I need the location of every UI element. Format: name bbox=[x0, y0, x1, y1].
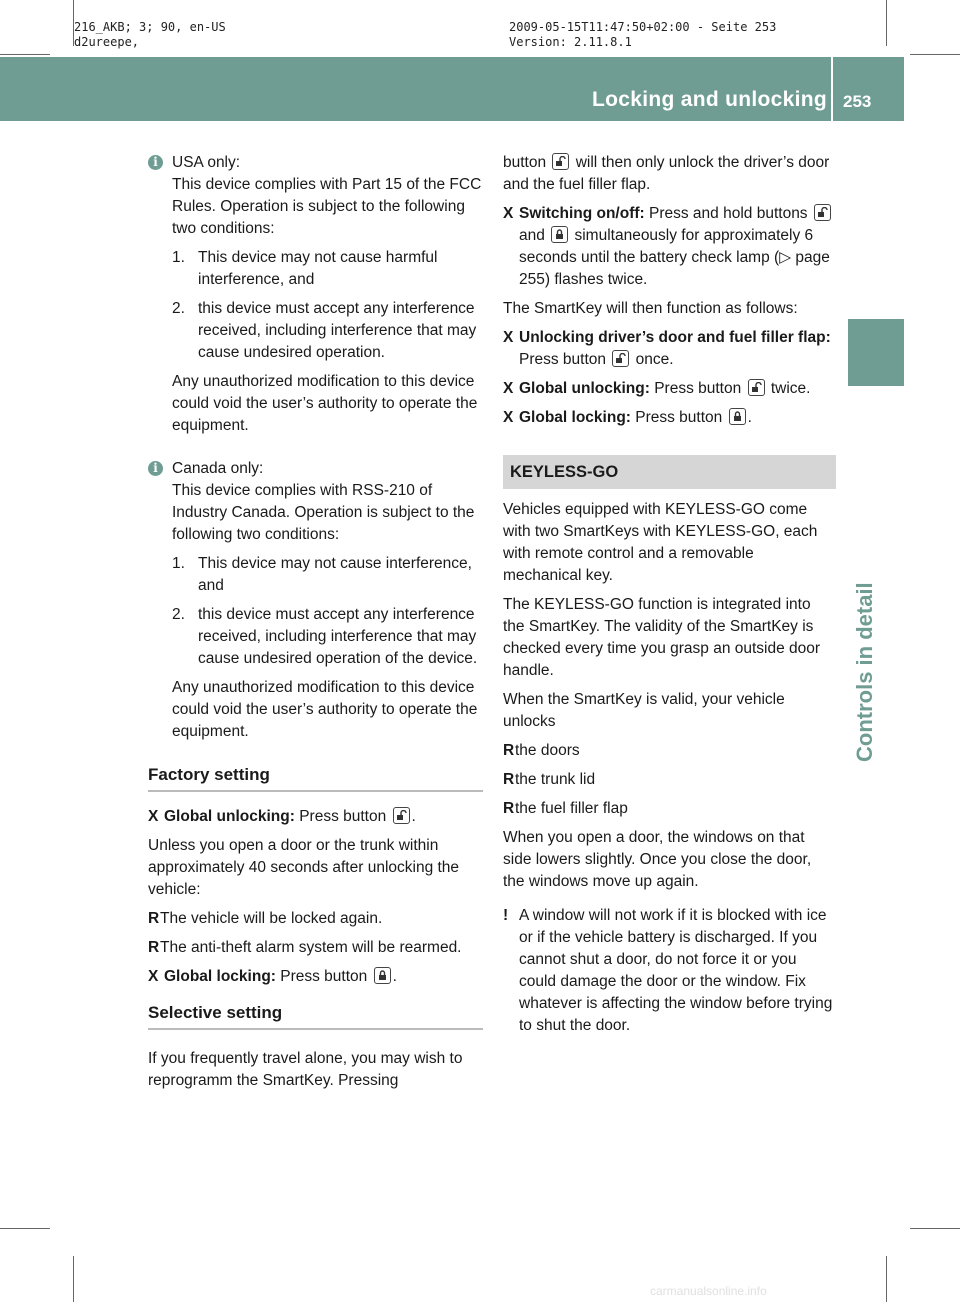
side-tab-label: Controls in detail bbox=[852, 582, 877, 762]
note-usa-outro: Any unauthorized modification to this device could void the user’s authority to operate the equipment. bbox=[172, 373, 478, 434]
header-title: Locking and unlocking bbox=[592, 88, 827, 111]
keyless-paragraph-4: When you open a door, the windows on that side lowers slightly. Once you close the door, the windows move up again. bbox=[503, 829, 812, 890]
crop-mark bbox=[886, 1256, 887, 1302]
warning-text: A window will not work if it is blocked with ice or if the vehicle battery is discharged. If you cannot shut a door, do not force it or you could damage the door or the window. Fix whatever is affecting the window before trying to shut the door. bbox=[519, 907, 833, 1034]
print-meta-right-line2: Version: 2.11.8.1 bbox=[509, 35, 632, 49]
crop-mark bbox=[0, 54, 50, 55]
bullet-marker: R bbox=[148, 939, 160, 956]
unlock-icon bbox=[612, 350, 629, 367]
watermark: carmanualsonline.info bbox=[650, 1284, 767, 1298]
unlock-icon bbox=[748, 379, 765, 396]
section-heading-keyless-go: KEYLESS-GO bbox=[503, 455, 836, 489]
function-paragraph: The SmartKey will then function as follows: bbox=[503, 300, 798, 317]
list-item: R the doors bbox=[503, 740, 836, 762]
crop-mark bbox=[0, 1228, 50, 1229]
bullet-marker: R bbox=[503, 742, 515, 759]
factory-paragraph: Unless you open a door or the trunk within approximately 40 seconds after unlocking the vehicle: bbox=[148, 837, 460, 898]
lock-icon bbox=[729, 408, 746, 425]
list-item: 2. this device must accept any interference received, including interference that may cause undesired operation of the device. bbox=[172, 606, 478, 667]
side-tab-block bbox=[848, 319, 904, 386]
arrow-marker: X bbox=[148, 808, 159, 825]
section-heading-factory: Factory setting bbox=[148, 764, 483, 792]
unlock-icon bbox=[552, 153, 569, 170]
left-column bbox=[148, 152, 483, 1099]
unlock-icon bbox=[393, 807, 410, 824]
selective-paragraph: If you frequently travel alone, you may wish to reprogramm the SmartKey. Pressing bbox=[148, 1050, 463, 1089]
list-item: 1. This device may not cause interference, and bbox=[172, 555, 472, 594]
arrow-marker: X bbox=[148, 968, 159, 985]
arrow-marker: X bbox=[503, 409, 514, 426]
info-icon: i bbox=[148, 155, 163, 170]
note-usa bbox=[148, 152, 483, 444]
crop-mark bbox=[910, 1228, 960, 1229]
instruction-step: X Unlocking driver’s door and fuel filler flap: Press button once. bbox=[503, 327, 836, 371]
note-canada-title: Canada only: bbox=[172, 460, 264, 477]
list-item: 2. this device must accept any interference received, including interference that may cause undesired operation. bbox=[172, 300, 477, 361]
arrow-marker: X bbox=[503, 205, 514, 222]
note-usa-title: USA only: bbox=[172, 154, 241, 171]
note-canada-intro: This device complies with RSS-210 of Industry Canada. Operation is subject to the following two conditions: bbox=[172, 482, 475, 543]
list-item: R The anti-theft alarm system will be rearmed. bbox=[148, 937, 483, 959]
unlock-icon bbox=[814, 204, 831, 221]
instruction-step: X Switching on/off: Press and hold buttons and simultaneously for approximately 6 seconds until the battery check lamp (▷ page 255) flashes twice. bbox=[503, 203, 836, 291]
warning-note bbox=[503, 905, 836, 1037]
continued-paragraph: button will then only unlock the driver’s door and the fuel filler flap. bbox=[503, 154, 830, 193]
keyless-paragraph-3: When the SmartKey is valid, your vehicle unlocks bbox=[503, 691, 785, 730]
instruction-step: X Global locking: Press button . bbox=[148, 966, 483, 988]
keyless-paragraph-1: Vehicles equipped with KEYLESS-GO come with two SmartKeys with KEYLESS-GO, each with remote control and a removable mechanical key. bbox=[503, 501, 818, 584]
info-icon: i bbox=[148, 461, 163, 476]
note-canada bbox=[148, 458, 483, 750]
section-heading-selective: Selective setting bbox=[148, 1002, 483, 1030]
warning-icon: ! bbox=[503, 907, 509, 924]
instruction-step: X Global unlocking: Press button twice. bbox=[503, 378, 836, 400]
right-column bbox=[503, 152, 836, 1044]
bullet-marker: R bbox=[148, 910, 160, 927]
instruction-step: X Global locking: Press button . bbox=[503, 407, 836, 429]
lock-icon bbox=[551, 226, 568, 243]
page-ref-icon: ▷ bbox=[779, 249, 792, 266]
list-item: R The vehicle will be locked again. bbox=[148, 908, 483, 930]
list-item: R the fuel filler flap bbox=[503, 798, 836, 820]
print-meta-left-line2: d2ureepe, bbox=[74, 35, 140, 49]
crop-mark bbox=[910, 54, 960, 55]
instruction-step: X Global unlocking: Press button . bbox=[148, 806, 483, 828]
arrow-marker: X bbox=[503, 380, 514, 397]
bullet-marker: R bbox=[503, 800, 515, 817]
print-meta-left bbox=[74, 20, 226, 50]
list-item: 1. This device may not cause harmful interference, and bbox=[172, 249, 438, 288]
crop-mark bbox=[73, 0, 74, 46]
note-canada-outro: Any unauthorized modification to this device could void the user’s authority to operate the equipment. bbox=[172, 679, 478, 740]
keyless-paragraph-2: The KEYLESS-GO function is integrated into the SmartKey. The validity of the SmartKey is checked every time you grasp an outside door handle. bbox=[503, 596, 821, 679]
header-divider bbox=[831, 57, 833, 121]
arrow-marker: X bbox=[503, 329, 514, 346]
page-number: 253 bbox=[843, 92, 872, 111]
list-item: R the trunk lid bbox=[503, 769, 836, 791]
note-usa-intro: This device complies with Part 15 of the FCC Rules. Operation is subject to the following two conditions: bbox=[172, 176, 482, 237]
print-meta-left-line1: 216_AKB; 3; 90, en-US bbox=[74, 20, 226, 34]
print-meta-right-line1: 2009-05-15T11:47:50+02:00 - Seite 253 bbox=[509, 20, 777, 34]
bullet-marker: R bbox=[503, 771, 515, 788]
crop-mark bbox=[73, 1256, 74, 1302]
crop-mark bbox=[886, 0, 887, 46]
lock-icon bbox=[374, 967, 391, 984]
print-meta-right bbox=[509, 20, 776, 50]
